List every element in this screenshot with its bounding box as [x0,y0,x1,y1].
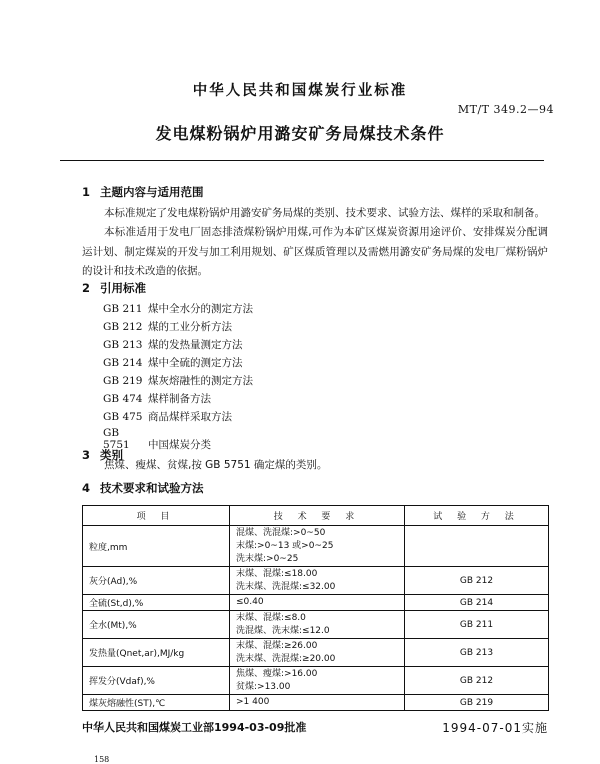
category-paragraph: 焦煤、瘦煤、贫煤,按 GB 5751 确定煤的类别。 [104,459,328,471]
requirement-line: 焦煤、瘦煤:>16.00 [236,668,318,679]
reference-code: GB 475 [103,411,143,423]
reference-name: 煤的发热量测定方法 [148,339,243,351]
section-title: 类别 [100,448,123,462]
requirement-line: 末煤:>0~13 或>0~25 [236,540,334,551]
section-title: 技术要求和试验方法 [100,481,204,495]
section-heading [82,280,146,296]
table-row [83,526,549,567]
column-header-requirement: 技 术 要 求 [230,506,405,526]
requirement-cell [230,595,405,611]
item-cell: 煤灰熔融性(ST),℃ [83,695,230,711]
method-cell: GB 213 [405,639,549,667]
item-cell: 发热量(Qnet,ar),MJ/kg [83,639,230,667]
requirement-cell [230,639,405,667]
table-row [83,695,549,711]
requirement-cell [230,695,405,711]
method-cell: GB 212 [405,567,549,595]
reference-code: GB 212 [103,321,143,333]
reference-item [103,301,253,317]
reference-code: GB 214 [103,357,143,369]
requirement-line: ≤0.40 [236,597,264,607]
reference-item [103,337,243,353]
section-title: 主题内容与适用范围 [100,185,204,199]
reference-item [103,373,253,389]
section-number: 1 [82,185,91,199]
requirement-cell [230,667,405,695]
method-cell: GB 211 [405,611,549,639]
section-number: 4 [82,481,91,495]
reference-code: GB 474 [103,393,143,405]
section-title: 引用标准 [100,281,146,295]
table-row [83,567,549,595]
page-number: 158 [94,755,110,764]
reference-item [103,427,211,451]
reference-item [103,391,211,407]
requirement-cell [230,611,405,639]
reference-code: GB 5751 [103,427,130,451]
table-row [83,639,549,667]
item-cell: 粒度,mm [83,526,230,567]
reference-code: GB 219 [103,375,143,387]
requirement-line: 末煤、混煤:≤18.00 [236,568,318,579]
reference-code: GB 211 [103,303,143,315]
item-cell: 全硫(St,d),% [83,595,230,611]
reference-name: 煤的工业分析方法 [148,321,232,333]
scope-paragraph: 本标准规定了发电煤粉锅炉用潞安矿务局煤的类别、技术要求、试验方法、煤样的采取和制备。 [104,207,545,219]
reference-item [103,409,232,425]
reference-item [103,319,232,335]
requirement-cell [230,567,405,595]
requirement-line: 洗混煤、洗末煤:≤12.0 [236,625,330,636]
section-heading [82,480,204,496]
document-title: 发电煤粉锅炉用潞安矿务局煤技术条件 [155,124,445,143]
reference-name: 煤中全水分的测定方法 [148,303,253,315]
footer [82,719,548,735]
reference-item [103,355,243,371]
section-heading [82,184,204,200]
effective-date: 1994-07-01实施 [442,721,548,735]
section-number: 2 [82,281,91,295]
item-cell: 全水(Mt),% [83,611,230,639]
method-cell: GB 219 [405,695,549,711]
reference-name: 煤灰熔融性的测定方法 [148,375,253,387]
column-header-method: 试 验 方 法 [405,506,549,526]
requirement-line: >1 400 [236,697,270,707]
scope-paragraph: 本标准适用于发电厂固态排渣煤粉锅炉用煤,可作为本矿区煤炭资源用途评价、安排煤炭分配调运计划、制定煤炭的开发与加工利用规划、矿区煤质管理以及需燃用潞安矿务局煤的发电厂煤粉锅炉的设计和技术改造的依据。 [82,226,548,277]
requirement-line: 贫煤:>13.00 [236,681,291,692]
section-number: 3 [82,448,91,462]
spec-table [82,505,549,711]
table-header-row [83,506,549,526]
issuer-heading: 中华人民共和国煤炭行业标准 [192,83,408,99]
approval-text: 中华人民共和国煤炭工业部1994-03-09批准 [82,721,307,734]
method-cell [405,526,549,567]
method-cell: GB 212 [405,667,549,695]
reference-name: 中国煤炭分类 [148,439,211,451]
requirement-line: 洗末煤、洗混煤:≥20.00 [236,653,336,664]
requirement-cell [230,526,405,567]
requirement-line: 洗末煤:>0~25 [236,553,299,564]
requirement-line: 末煤、混煤:≤8.0 [236,612,306,623]
item-cell: 挥发分(Vdaf),% [83,667,230,695]
column-header-item: 项 目 [83,506,230,526]
table-row [83,667,549,695]
reference-name: 商品煤样采取方法 [148,411,232,423]
requirement-line: 末煤、混煤:≥26.00 [236,640,318,651]
reference-name: 煤中全硫的测定方法 [148,357,243,369]
table-row [83,611,549,639]
requirement-line: 混煤、洗混煤:>0~50 [236,527,326,538]
title-divider [60,160,544,161]
standard-code: MT/T 349.2—94 [457,103,554,116]
table-row [83,595,549,611]
reference-name: 煤样制备方法 [148,393,211,405]
item-cell: 灰分(Ad),% [83,567,230,595]
method-cell: GB 214 [405,595,549,611]
reference-code: GB 213 [103,339,143,351]
requirement-line: 洗末煤、洗混煤:≤32.00 [236,581,336,592]
